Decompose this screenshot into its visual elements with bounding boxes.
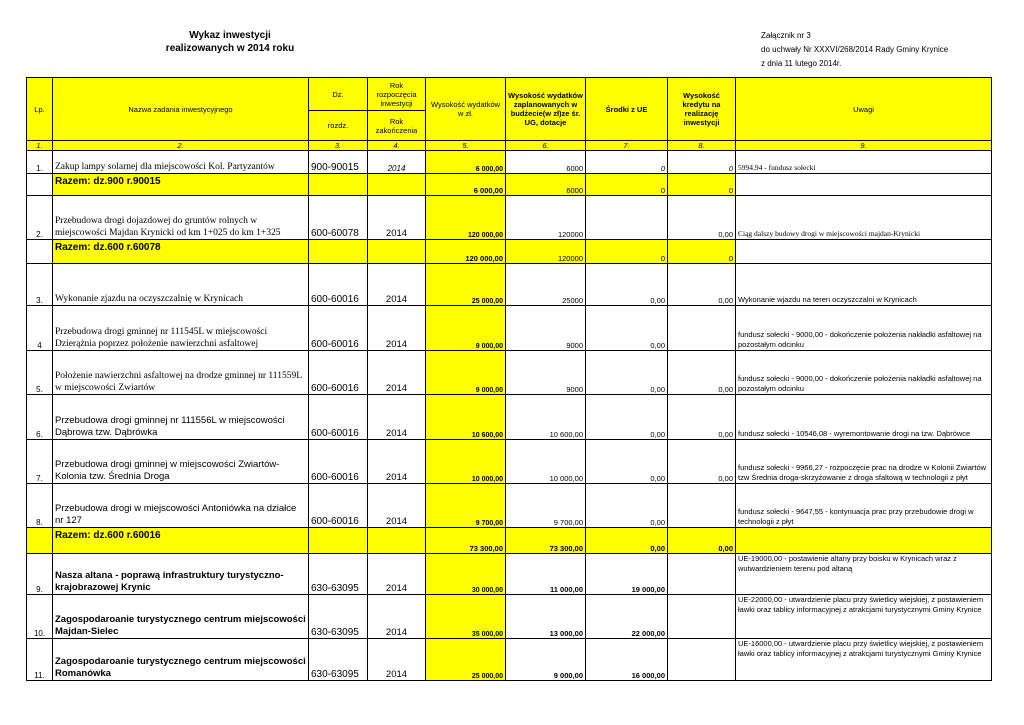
row-wysokosc: 25 000,00 (426, 264, 506, 306)
column-number: 2. (53, 141, 309, 151)
sum-wysokosc: 120 000,00 (426, 240, 506, 264)
row-uwagi: fundusz sołecki - 9000,00 - dokończenie położenia nakładki asfaltowej na pozostałym odcinku (736, 306, 992, 351)
row-srodki-ue: 0,00 (586, 351, 668, 395)
sum-budzet: 73 300,00 (506, 528, 586, 554)
row-rok: 2014 (368, 395, 426, 440)
row-wysokosc: 9 000,00 (426, 306, 506, 351)
sum-srodki-ue: 0 (586, 174, 668, 196)
row-srodki-ue: 0,00 (586, 306, 668, 351)
sum-uwagi-empty (736, 528, 992, 554)
sum-budzet: 6000 (506, 174, 586, 196)
col-header-wysokosc-wydatkow: Wysokość wydatków w zł. (426, 78, 506, 141)
row-budzet: 9 000,00 (506, 639, 586, 681)
row-uwagi: UE-16000,00 - utwardzienie placu przy świetlicy wiejskiej, z postawieniem ławki oraz tablicy informacyjnej z atrakcjami turystycznymi Gminy Krynice (736, 639, 992, 681)
row-srodki-ue (586, 196, 668, 240)
row-wysokosc: 9 000,00 (426, 351, 506, 395)
row-dz: 600-60078 (309, 196, 368, 240)
sum-rok-empty (368, 174, 426, 196)
sum-lp-empty (27, 174, 53, 196)
row-rok: 2014 (368, 554, 426, 595)
row-rok: 2014 (368, 440, 426, 484)
sum-dz-empty (309, 240, 368, 264)
column-number: 6. (506, 141, 586, 151)
row-uwagi: Ciąg dalszy budowy drogi w miejscowości majdan-Krynicki (736, 196, 992, 240)
row-budzet: 25000 (506, 264, 586, 306)
row-dz: 900-90015 (309, 151, 368, 174)
column-number: 9. (736, 141, 992, 151)
row-rok: 2014 (368, 151, 426, 174)
row-uwagi: Wykonanie wjazdu na teren oczyszczalni w Krynicach (736, 264, 992, 306)
sum-budzet: 120000 (506, 240, 586, 264)
row-name: Położenie nawierzchni asfaltowej na drodze gminnej nr 111559L w miejscowości Zwiartów (53, 351, 309, 395)
row-budzet: 10 600,00 (506, 395, 586, 440)
row-wysokosc: 10 600,00 (426, 395, 506, 440)
row-budzet: 10 000,00 (506, 440, 586, 484)
table-row (27, 395, 992, 440)
row-srodki-ue: 19 000,00 (586, 554, 668, 595)
investments-table (26, 77, 992, 681)
table-row (27, 484, 992, 528)
row-kredyt: 0,00 (668, 264, 736, 306)
col-header-rozdz: rozdz. (309, 111, 368, 141)
sum-rok-empty (368, 240, 426, 264)
column-number: 7. (586, 141, 668, 151)
row-lp: 6. (27, 395, 53, 440)
row-kredyt (668, 484, 736, 528)
row-lp: 2. (27, 196, 53, 240)
row-srodki-ue: 0,00 (586, 440, 668, 484)
row-rok: 2014 (368, 595, 426, 639)
sum-dz-empty (309, 528, 368, 554)
row-name: Wykonanie zjazdu na oczyszczalnię w Krynicach (53, 264, 309, 306)
column-number: 1. (27, 141, 53, 151)
row-dz: 600-60016 (309, 264, 368, 306)
row-name: Przebudowa drogi w miejscowości Antoniówka na działce nr 127 (53, 484, 309, 528)
col-header-kredyt: Wysokość kredytu na realizację inwestycji (668, 78, 736, 141)
sum-srodki-ue: 0,00 (586, 528, 668, 554)
table-row (27, 639, 992, 681)
row-kredyt (668, 639, 736, 681)
col-header-wysokosc-zaplanowanych: Wysokość wydatków zaplanowanych w budżecie(w zł)ze śr. UG, dotacje (506, 78, 586, 141)
row-wysokosc: 120 000,00 (426, 196, 506, 240)
row-rok: 2014 (368, 264, 426, 306)
table-row (27, 196, 992, 240)
row-name: Przebudowa drogi gminnej nr 111556L w miejscowości Dąbrowa tzw. Dąbrówka (53, 395, 309, 440)
row-srodki-ue: 0,00 (586, 395, 668, 440)
col-header-name: Nazwa zadania inwestycyjnego (53, 78, 309, 141)
sum-row (27, 240, 992, 264)
row-srodki-ue: 16 000,00 (586, 639, 668, 681)
row-srodki-ue: 0,00 (586, 264, 668, 306)
row-dz: 600-60016 (309, 484, 368, 528)
row-uwagi: fundusz sołecki - 9000,00 - dokończenie położenia nakładki asfaltowej na pozostałym odcinku (736, 351, 992, 395)
sum-label: Razem: dz.900 r.90015 (53, 174, 309, 196)
table-row (27, 151, 992, 174)
column-number: 3. (309, 141, 368, 151)
row-wysokosc: 25 000,00 (426, 639, 506, 681)
row-rok: 2014 (368, 639, 426, 681)
row-dz: 630-63095 (309, 554, 368, 595)
row-name: Zagospodaroanie turystycznego centrum miejscowości Romanówka (53, 639, 309, 681)
row-wysokosc: 10 000,00 (426, 440, 506, 484)
row-name: Przebudowa drogi dojazdowej do gruntów rolnych w miejscowości Majdan Krynicki od km 1+025 do km 1+325 (53, 196, 309, 240)
row-rok: 2014 (368, 484, 426, 528)
row-budzet: 120000 (506, 196, 586, 240)
row-wysokosc: 30 000,00 (426, 554, 506, 595)
table-row (27, 306, 992, 351)
column-numbers-row (27, 141, 992, 151)
row-budzet: 13 000,00 (506, 595, 586, 639)
sum-kredyt: 0 (668, 174, 736, 196)
sum-lp-empty (27, 240, 53, 264)
sum-label: Razem: dz.600 r.60016 (53, 528, 309, 554)
row-uwagi: fundusz sołecki - 10546,08 - wyremontowanie drogi na tzw. Dąbrówce (736, 395, 992, 440)
row-srodki-ue: 22 000,00 (586, 595, 668, 639)
table-row (27, 595, 992, 639)
row-lp: 9. (27, 554, 53, 595)
column-number: 8. (668, 141, 736, 151)
row-kredyt: 0 (668, 151, 736, 174)
sum-row (27, 528, 992, 554)
row-lp: 7. (27, 440, 53, 484)
col-header-rok-rozpoczecia: Rok rozpoczęcia inwestycji (368, 78, 426, 111)
row-lp: 8. (27, 484, 53, 528)
attachment-resolution: do uchwały Nr XXXVI/268/2014 Rady Gminy Krynice (761, 45, 949, 54)
row-uwagi: 5994,94 - fundusz sołecki (736, 151, 992, 174)
row-lp: 11. (27, 639, 53, 681)
col-header-uwagi: Uwagi (736, 78, 992, 141)
row-srodki-ue: 0 (586, 151, 668, 174)
row-uwagi: fundusz sołecki - 9966,27 - rozpoczęcie prac na drodze w Kolonii Zwiartów tzw Średnia droga-skrzyżowanie z droga sfaltową w technologii z płyt (736, 440, 992, 484)
row-lp: 1. (27, 151, 53, 174)
table-header-row-top (27, 78, 992, 111)
row-wysokosc: 6 000,00 (426, 151, 506, 174)
sum-kredyt: 0,00 (668, 528, 736, 554)
sum-uwagi-empty (736, 240, 992, 264)
col-header-lp: Lp. (27, 78, 53, 141)
row-kredyt (668, 595, 736, 639)
sum-rok-empty (368, 528, 426, 554)
row-rok: 2014 (368, 196, 426, 240)
row-kredyt: 0,00 (668, 196, 736, 240)
attachment-date: z dnia 11 lutego 2014r. (761, 59, 842, 68)
row-dz: 630-63095 (309, 595, 368, 639)
row-budzet: 9000 (506, 306, 586, 351)
sum-dz-empty (309, 174, 368, 196)
row-kredyt (668, 554, 736, 595)
row-lp: 5. (27, 351, 53, 395)
row-kredyt: 0,00 (668, 440, 736, 484)
row-uwagi: UE-19000,00 - postawienie altany przy boisku w Krynicach wraz z wutwardzieniem terenu pod altaną (736, 554, 992, 595)
row-budzet: 9000 (506, 351, 586, 395)
row-uwagi: fundusz sołecki - 9647,55 - kontynuacja prac przy przebudowie drogi w technologii z płyt (736, 484, 992, 528)
row-rok: 2014 (368, 351, 426, 395)
row-lp: 3. (27, 264, 53, 306)
row-name: Nasza altana - poprawą infrastruktury turystyczno-krajobrazowej Krynic (53, 554, 309, 595)
page-title: Wykaz inwestycji (189, 30, 271, 41)
row-lp: 10. (27, 595, 53, 639)
row-lp: 4 (27, 306, 53, 351)
row-dz: 600-60016 (309, 306, 368, 351)
row-dz: 600-60016 (309, 440, 368, 484)
page-subtitle: realizowanych w 2014 roku (165, 43, 295, 54)
row-kredyt: 0,00 (668, 351, 736, 395)
row-budzet: 9 700,00 (506, 484, 586, 528)
column-number: 4. (368, 141, 426, 151)
col-header-srodki-ue: Środki z UE (586, 78, 668, 141)
sum-wysokosc: 73 300,00 (426, 528, 506, 554)
row-kredyt: 0,00 (668, 395, 736, 440)
row-dz: 630-63095 (309, 639, 368, 681)
sum-label: Razem: dz.600 r.60078 (53, 240, 309, 264)
row-wysokosc: 9 700,00 (426, 484, 506, 528)
table-row (27, 351, 992, 395)
col-header-dz: Dz. (309, 78, 368, 111)
table-row (27, 264, 992, 306)
row-wysokosc: 35 000,00 (426, 595, 506, 639)
row-budzet: 11 000,00 (506, 554, 586, 595)
table-row (27, 440, 992, 484)
table-row (27, 554, 992, 595)
sum-lp-empty (27, 528, 53, 554)
row-kredyt (668, 306, 736, 351)
sum-wysokosc: 6 000,00 (426, 174, 506, 196)
row-dz: 600-60016 (309, 395, 368, 440)
column-number: 5. (426, 141, 506, 151)
sum-row (27, 174, 992, 196)
row-rok: 2014 (368, 306, 426, 351)
attachment-number: Załącznik nr 3 (761, 31, 811, 40)
row-dz: 600-60016 (309, 351, 368, 395)
row-name: Przebudowa drogi gminnej nr 111545L w miejscowości Dzierążnia poprzez położenie nawierzchni asfaltowej (53, 306, 309, 351)
sum-srodki-ue: 0 (586, 240, 668, 264)
row-name: Zakup lampy solarnej dla miejscowości Kol. Partyzantów (53, 151, 309, 174)
row-srodki-ue: 0,00 (586, 484, 668, 528)
sum-kredyt: 0 (668, 240, 736, 264)
row-name: Przebudowa drogi gminnej w miejscowości Zwiartów-Kolonia tzw. Średnia Droga (53, 440, 309, 484)
sum-uwagi-empty (736, 174, 992, 196)
col-header-rok-zakonczenia: Rok zakończenia (368, 111, 426, 141)
row-budzet: 6000 (506, 151, 586, 174)
row-uwagi: UE-22000,00 - utwardzienie placu przy świetlicy wiejskiej, z postawieniem ławki oraz tablicy informacyjnej z atrakcjami turystycznymi Gminy Krynice (736, 595, 992, 639)
row-name: Zagospodaroanie turystycznego centrum miejscowości Majdan-Sielec (53, 595, 309, 639)
